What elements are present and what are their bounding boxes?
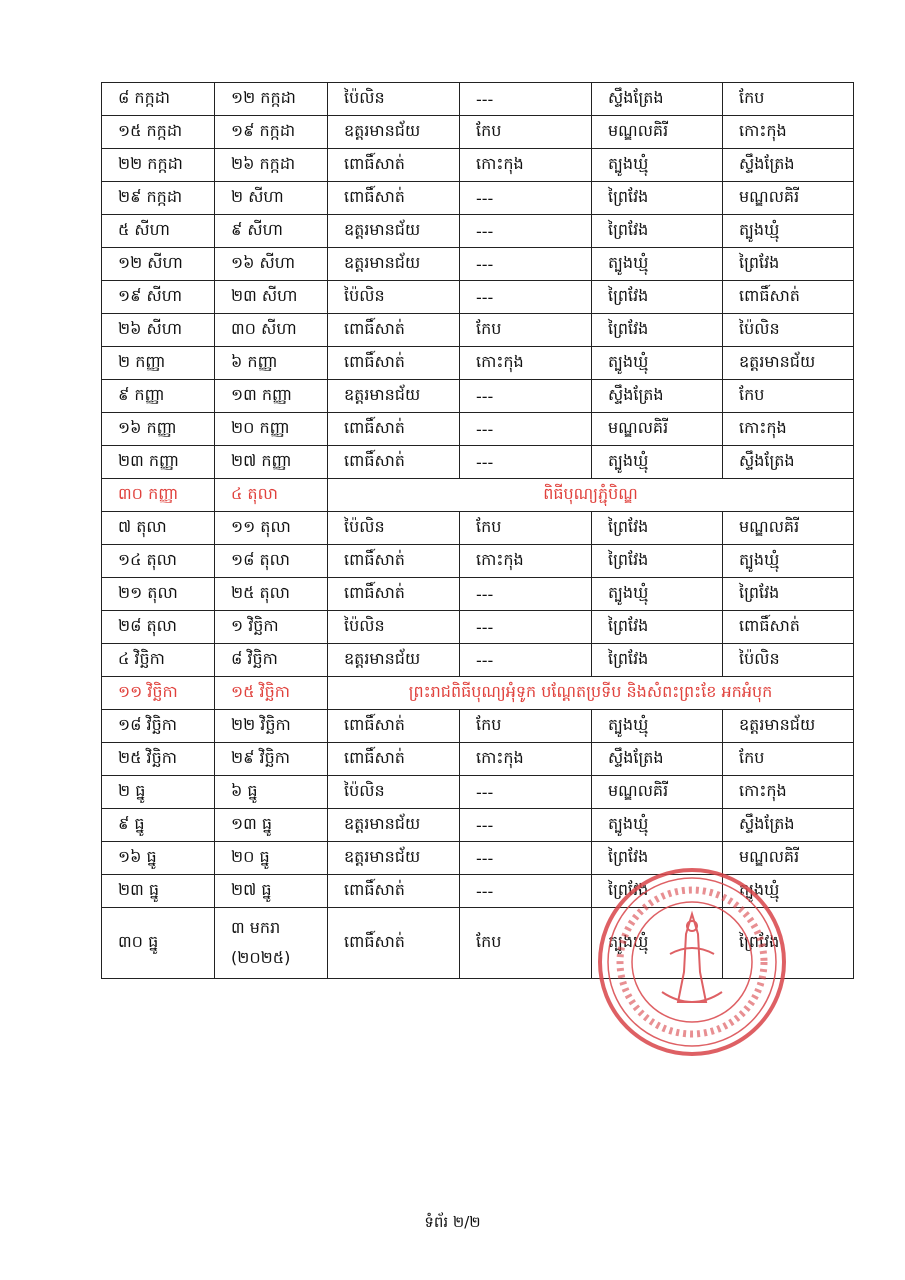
table-cell: ១១ វិច្ឆិកា: [102, 677, 215, 710]
table-cell: ស្ទឹងត្រែង: [592, 83, 723, 116]
table-cell: ១៦ កញ្ញា: [102, 413, 215, 446]
table-cell: ២៦ សីហា: [102, 314, 215, 347]
table-cell: ត្បូងឃ្មុំ: [592, 248, 723, 281]
table-cell: ---: [460, 413, 592, 446]
table-cell: ត្បូងឃ្មុំ: [592, 149, 723, 182]
table-cell: ៤ វិច្ឆិកា: [102, 644, 215, 677]
table-cell: ពោធិ៍សាត់: [328, 149, 460, 182]
table-cell: ២០ ធ្នូ: [215, 842, 328, 875]
table-cell: ១៣ ធ្នូ: [215, 809, 328, 842]
table-cell: កោះកុង: [460, 347, 592, 380]
table-cell: ២២ កក្កដា: [102, 149, 215, 182]
table-cell: ឧត្តរមានជ័យ: [328, 380, 460, 413]
table-cell: ៦ ធ្នូ: [215, 776, 328, 809]
table-cell: ត្បូងឃ្មុំ: [592, 578, 723, 611]
table-cell: កែប: [723, 743, 854, 776]
table-cell: មណ្ឌលគិរី: [592, 413, 723, 446]
table-row: [102, 83, 854, 116]
table-cell: ---: [460, 578, 592, 611]
table-cell: ២៣ សីហា: [215, 281, 328, 314]
table-cell: ២ សីហា: [215, 182, 328, 215]
table-cell: ពោធិ៍សាត់: [723, 611, 854, 644]
table-row: [102, 215, 854, 248]
table-cell: ប៉ៃលិន: [328, 611, 460, 644]
table-cell: ២ ធ្នូ: [102, 776, 215, 809]
table-cell: ពោធិ៍សាត់: [328, 182, 460, 215]
table-row: [102, 611, 854, 644]
table-cell: មណ្ឌលគិរី: [592, 116, 723, 149]
table-cell: ឧត្តរមានជ័យ: [328, 842, 460, 875]
table-cell: ពោធិ៍សាត់: [328, 710, 460, 743]
table-cell: ប៉ៃលិន: [723, 314, 854, 347]
holiday-row: [102, 677, 854, 710]
table-cell: ពោធិ៍សាត់: [328, 908, 460, 979]
table-cell: ពោធិ៍សាត់: [328, 578, 460, 611]
table-cell: ៨ កក្កដា: [102, 83, 215, 116]
table-cell: ប៉ៃលិន: [328, 512, 460, 545]
table-cell: ពោធិ៍សាត់: [328, 446, 460, 479]
table-cell: ៣០ ធ្នូ: [102, 908, 215, 979]
table-cell: ពោធិ៍សាត់: [328, 347, 460, 380]
table-cell: ឧត្តរមានជ័យ: [328, 116, 460, 149]
table-cell: ត្បូងឃ្មុំ: [592, 446, 723, 479]
table-cell: ស្ទឹងត្រែង: [723, 809, 854, 842]
table-row: [102, 248, 854, 281]
table-cell: ត្បូងឃ្មុំ: [592, 908, 723, 979]
table-cell: ---: [460, 380, 592, 413]
table-cell: ២៩ វិច្ឆិកា: [215, 743, 328, 776]
table-cell: ---: [460, 248, 592, 281]
table-cell: ព្រៃវែង: [592, 545, 723, 578]
table-cell: ---: [460, 776, 592, 809]
table-cell: ព្រៃវែង: [723, 248, 854, 281]
table-cell: ២០ កញ្ញា: [215, 413, 328, 446]
table-cell: ព្រៃវែង: [592, 842, 723, 875]
table-cell: ព្រៃវែង: [592, 314, 723, 347]
table-cell: មណ្ឌលគិរី: [592, 776, 723, 809]
table-cell: ២៩ កក្កដា: [102, 182, 215, 215]
table-cell: ពោធិ៍សាត់: [328, 875, 460, 908]
table-cell: ---: [460, 83, 592, 116]
table-cell: ឧត្តរមានជ័យ: [723, 710, 854, 743]
table-cell: ឧត្តរមានជ័យ: [328, 809, 460, 842]
table-row: [102, 314, 854, 347]
table-cell: ៩ ធ្នូ: [102, 809, 215, 842]
table-cell: កោះកុង: [460, 149, 592, 182]
table-cell: ២៨ តុលា: [102, 611, 215, 644]
table-cell: ២៥ តុលា: [215, 578, 328, 611]
table-cell: កោះកុង: [460, 743, 592, 776]
table-cell: ស្ទឹងត្រែង: [723, 446, 854, 479]
table-cell: ---: [460, 644, 592, 677]
table-cell: ឧត្តរមានជ័យ: [328, 644, 460, 677]
table-row: [102, 413, 854, 446]
holiday-name: ព្រះរាជពិធីបុណ្យអុំទូក បណ្ដែតប្រទីប និងសំពះព្រះខែ អកអំបុក: [328, 677, 854, 710]
table-cell: ---: [460, 215, 592, 248]
table-cell: ២១ តុលា: [102, 578, 215, 611]
table-cell: ---: [460, 611, 592, 644]
table-cell: ព្រៃវែង: [592, 644, 723, 677]
table-cell: ១៦ ធ្នូ: [102, 842, 215, 875]
table-cell: ៨ វិច្ឆិកា: [215, 644, 328, 677]
table-cell: ១២ សីហា: [102, 248, 215, 281]
table-cell: មណ្ឌលគិរី: [723, 182, 854, 215]
table-row: [102, 281, 854, 314]
table-row: [102, 512, 854, 545]
table-cell: កោះកុង: [723, 413, 854, 446]
table-cell: កែប: [723, 83, 854, 116]
table-cell: ឧត្តរមានជ័យ: [723, 347, 854, 380]
table-cell: ៩ សីហា: [215, 215, 328, 248]
table-cell: ពោធិ៍សាត់: [328, 314, 460, 347]
table-cell: ១១ តុលា: [215, 512, 328, 545]
table-cell: ២៦ កក្កដា: [215, 149, 328, 182]
table-row: [102, 644, 854, 677]
table-cell: ៦ កញ្ញា: [215, 347, 328, 380]
table-cell: ស្ទឹងត្រែង: [592, 743, 723, 776]
table-cell: កែប: [723, 380, 854, 413]
table-cell: មណ្ឌលគិរី: [723, 842, 854, 875]
table-cell: ព្រៃវែង: [592, 281, 723, 314]
table-cell: ១៩ កក្កដា: [215, 116, 328, 149]
table-cell: ត្បូងឃ្មុំ: [592, 809, 723, 842]
table-cell: ២៧ កញ្ញា: [215, 446, 328, 479]
holiday-row: [102, 479, 854, 512]
table-cell: ព្រៃវែង: [592, 215, 723, 248]
table-cell: ៥ សីហា: [102, 215, 215, 248]
table-cell: កែប: [460, 314, 592, 347]
table-cell: មណ្ឌលគិរី: [723, 512, 854, 545]
table-cell: ---: [460, 446, 592, 479]
table-cell: ១៩ សីហា: [102, 281, 215, 314]
table-cell: ១៨ វិច្ឆិកា: [102, 710, 215, 743]
table-cell: ១៨ តុលា: [215, 545, 328, 578]
table-cell: ព្រៃវែង: [723, 908, 854, 979]
table-cell: កែប: [460, 908, 592, 979]
holiday-name: ពិធីបុណ្យភ្ជុំបិណ្ឌ: [328, 479, 854, 512]
table-cell: ---: [460, 182, 592, 215]
table-cell: ៣០ កញ្ញា: [102, 479, 215, 512]
table-cell: ២៣ កញ្ញា: [102, 446, 215, 479]
table-cell: ---: [460, 281, 592, 314]
page-number: ទំព័រ ២/២: [424, 1213, 481, 1231]
table-cell: ស្ទឹងត្រែង: [592, 380, 723, 413]
table-cell: ពោធិ៍សាត់: [328, 545, 460, 578]
table-cell: ត្បូងឃ្មុំ: [723, 875, 854, 908]
table-cell: ១៥ កក្កដា: [102, 116, 215, 149]
table-row: [102, 842, 854, 875]
table-cell: កោះកុង: [723, 116, 854, 149]
table-row: [102, 116, 854, 149]
table-row: [102, 578, 854, 611]
schedule-body: [102, 83, 854, 979]
table-cell: ព្រៃវែង: [592, 611, 723, 644]
table-row: [102, 446, 854, 479]
table-cell: ព្រៃវែង: [592, 875, 723, 908]
table-cell: ស្ទឹងត្រែង: [723, 149, 854, 182]
table-cell: ត្បូងឃ្មុំ: [592, 710, 723, 743]
table-cell: ១៣ កញ្ញា: [215, 380, 328, 413]
table-cell: ១២ កក្កដា: [215, 83, 328, 116]
table-cell: ត្បូងឃ្មុំ: [723, 215, 854, 248]
table-row: [102, 380, 854, 413]
table-cell: កែប: [460, 116, 592, 149]
table-cell: ---: [460, 809, 592, 842]
table-row: [102, 710, 854, 743]
table-row: [102, 809, 854, 842]
table-cell: ---: [460, 842, 592, 875]
table-cell: ១៦ សីហា: [215, 248, 328, 281]
table-cell: ប៉ៃលិន: [328, 776, 460, 809]
table-row: [102, 149, 854, 182]
table-row: [102, 545, 854, 578]
table-cell: កែប: [460, 512, 592, 545]
table-cell: កែប: [460, 710, 592, 743]
table-cell: ឧត្តរមានជ័យ: [328, 248, 460, 281]
schedule-table: [101, 82, 854, 979]
table-cell: ២៧ ធ្នូ: [215, 875, 328, 908]
table-row: [102, 347, 854, 380]
table-cell: ពោធិ៍សាត់: [328, 743, 460, 776]
table-cell: ពោធិ៍សាត់: [723, 281, 854, 314]
table-cell: ១ វិច្ឆិកា: [215, 611, 328, 644]
table-cell: ព្រៃវែង: [592, 512, 723, 545]
table-cell: ឧត្តរមានជ័យ: [328, 215, 460, 248]
table-cell: ប៉ៃលិន: [328, 83, 460, 116]
table-cell: ២២ វិច្ឆិកា: [215, 710, 328, 743]
table-cell: ២ កញ្ញា: [102, 347, 215, 380]
table-row: [102, 743, 854, 776]
table-row: [102, 776, 854, 809]
table-cell: ២៣ ធ្នូ: [102, 875, 215, 908]
table-cell: ប៉ៃលិន: [723, 644, 854, 677]
table-cell: កោះកុង: [460, 545, 592, 578]
table-cell: កោះកុង: [723, 776, 854, 809]
table-cell: ៤ តុលា: [215, 479, 328, 512]
table-row: [102, 875, 854, 908]
table-cell: ព្រៃវែង: [723, 578, 854, 611]
table-row: [102, 182, 854, 215]
table-cell: ត្បូងឃ្មុំ: [723, 545, 854, 578]
table-cell: ---: [460, 875, 592, 908]
table-cell: ៧ តុលា: [102, 512, 215, 545]
table-cell: ៣០ សីហា: [215, 314, 328, 347]
table-cell: ១៥ វិច្ឆិកា: [215, 677, 328, 710]
table-cell: ពោធិ៍សាត់: [328, 413, 460, 446]
table-cell: ៩ កញ្ញា: [102, 380, 215, 413]
table-cell: ប៉ៃលិន: [328, 281, 460, 314]
table-cell: ៣ មករា (២០២៥): [215, 908, 328, 979]
table-row: [102, 908, 854, 979]
table-cell: ត្បូងឃ្មុំ: [592, 347, 723, 380]
table-cell: ព្រៃវែង: [592, 182, 723, 215]
table-cell: ២៥ វិច្ឆិកា: [102, 743, 215, 776]
table-cell: ១៤ តុលា: [102, 545, 215, 578]
